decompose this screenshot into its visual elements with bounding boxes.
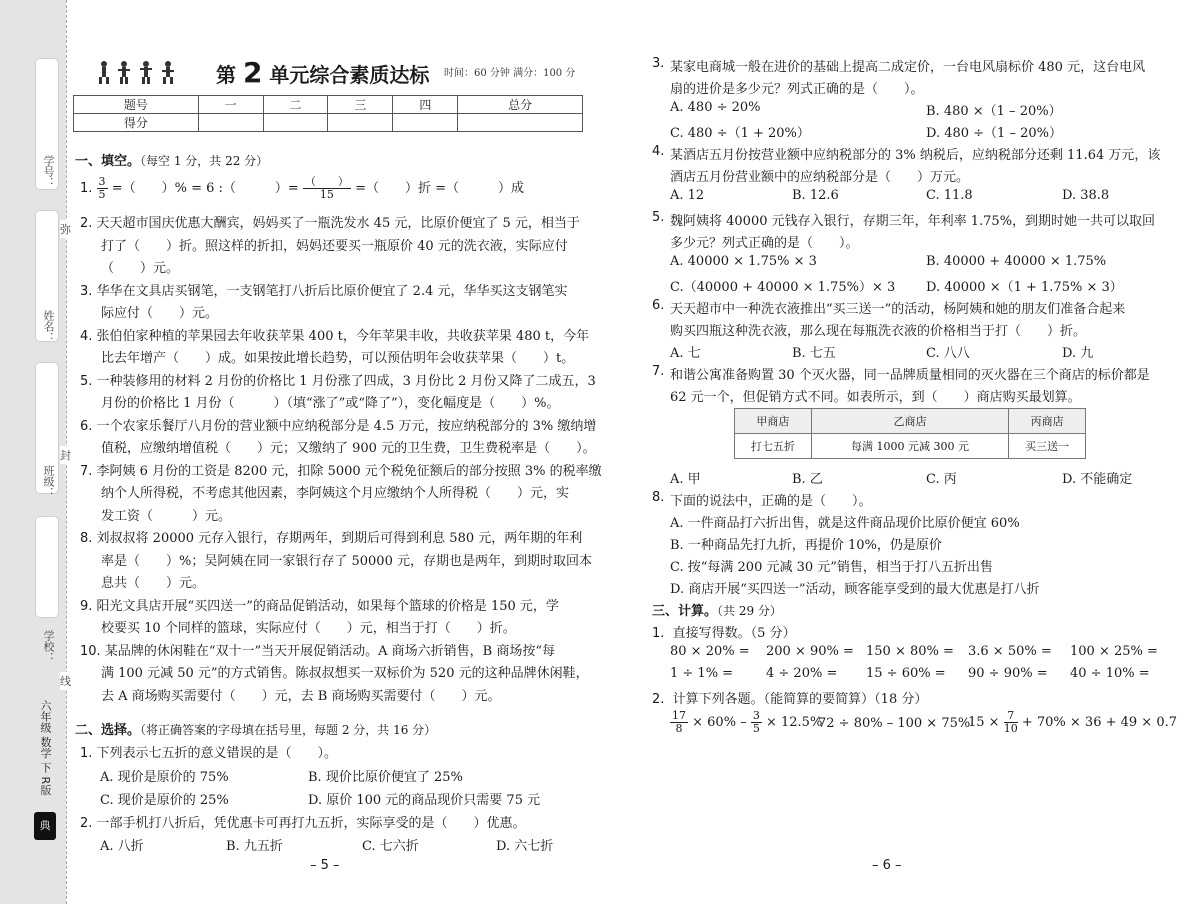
fill-in-line bbox=[101, 437, 596, 456]
question-number: 3. bbox=[652, 56, 665, 71]
question-number: 7. bbox=[652, 364, 665, 379]
shop-comparison-table bbox=[734, 408, 1086, 459]
fill-in-line bbox=[80, 640, 555, 659]
score-header-cell: 四 bbox=[393, 96, 458, 114]
question-1: 1. $\frac{3}{5}$ =（ ）% = 6 :（ ）= $\frac{( )}{15}$ =（ ）折 =（ ）成 bbox=[80, 175, 524, 201]
option-d[interactable]: D. 40000 ×（1 + 1.75% × 3） bbox=[926, 280, 1123, 295]
option-c[interactable]: C.（40000 + 40000 × 1.75%）× 3 bbox=[670, 280, 896, 295]
option-d[interactable]: D. 九 bbox=[1062, 346, 1094, 361]
name-label: 姓名： bbox=[42, 310, 55, 343]
fill-in-line bbox=[80, 212, 580, 231]
grade-subject-label: 六年级 数学 下 R版 bbox=[39, 700, 52, 796]
question-text: 一种装修用的材料 2 月份的价格比 1 月份涨了四成，3 月份比 2 月份又降了二成五，3 bbox=[96, 373, 596, 389]
question-text: 扇的进价是多少元？列式正确的是（ ）。 bbox=[670, 82, 924, 97]
mc1-option-d[interactable]: D. 原价 100 元的商品现价只需要 75 元 bbox=[308, 793, 541, 808]
question-text: 月份的价格比 1 月份（ ）（填“涨了”或“降了”），变化幅度是（ ）%。 bbox=[101, 396, 560, 411]
time-score-meta: 时间：60 分钟 满分：100 分 bbox=[444, 68, 576, 79]
shop-offer-bing: 买三送一 bbox=[1009, 434, 1086, 459]
question-text: 校要买 10 个同样的篮球，实际应付（ ）元，相当于打（ ）折。 bbox=[101, 621, 516, 636]
fraction-3-5: $\frac{3}{5}$ bbox=[98, 175, 106, 201]
option-b[interactable]: B. 七五 bbox=[792, 346, 836, 361]
option-d[interactable]: D. 38.8 bbox=[1062, 188, 1110, 203]
question-text: 比去年增产（ ）成。如果按此增长趋势，可以预估明年会收获苹果（ ）t。 bbox=[101, 351, 575, 366]
publisher-logo: 典 bbox=[34, 812, 56, 840]
mc-question-1: 1. 下列表示七五折的意义错误的是（ ）。 bbox=[80, 746, 338, 761]
question-text: 率是（ ）%；吴阿姨在同一家银行存了 50000 元，存期也是两年，到期时取回本 bbox=[101, 553, 592, 569]
question-text: 阳光文具店开展“买四送一”的商品促销活动，如果每个篮球的价格是 150 元，学 bbox=[96, 598, 559, 614]
option-d[interactable]: D. 480 ÷（1 – 20%） bbox=[926, 126, 1062, 141]
fill-in-line bbox=[101, 617, 516, 636]
question-number: 6. bbox=[80, 418, 93, 434]
question-text: （ ）元。 bbox=[101, 261, 180, 276]
fill-in-line bbox=[101, 392, 559, 411]
option-a[interactable]: A. 七 bbox=[670, 346, 701, 361]
option-b[interactable]: B. 40000 + 40000 × 1.75% bbox=[926, 254, 1107, 269]
page-number-left: – 5 – bbox=[310, 858, 340, 873]
fill-in-line bbox=[80, 415, 596, 434]
unit-figures-decoration bbox=[96, 60, 180, 84]
question-text: 李阿姨 6 月份的工资是 8200 元，扣除 5000 元个税免征额后的部分按照 3% 的税率缴 bbox=[96, 463, 602, 479]
score-cell[interactable] bbox=[458, 114, 583, 132]
shop-header-yi: 乙商店 bbox=[811, 409, 1009, 434]
option-d[interactable]: D. 不能确定 bbox=[1062, 472, 1133, 487]
shop-offer-yi: 每满 1000 元减 300 元 bbox=[811, 434, 1009, 459]
score-header-cell: 一 bbox=[198, 96, 263, 114]
calc-item: 90 ÷ 90% = bbox=[968, 666, 1048, 681]
fill-in-line bbox=[80, 460, 602, 479]
option-d[interactable]: D. 商店开展“买四送一”活动，顾客能享受到的最大优惠是打八折 bbox=[670, 582, 1040, 597]
question-text: 息共（ ）元。 bbox=[101, 576, 206, 591]
question-text: 62 元一个，但促销方式不同。如表所示，到（ ）商店购买最划算。 bbox=[670, 390, 1081, 405]
option-b[interactable]: B. 乙 bbox=[792, 472, 823, 487]
cut-mark-mi: 弥 bbox=[60, 220, 71, 238]
option-c[interactable]: C. 11.8 bbox=[926, 188, 973, 203]
question-number: 8. bbox=[80, 531, 93, 546]
question-text: 多少元？列式正确的是（ ）。 bbox=[670, 236, 859, 251]
question-number: 5. bbox=[652, 210, 665, 225]
score-cell[interactable] bbox=[393, 114, 458, 132]
question-text: 打了（ ）折。照这样的折扣，妈妈还要买一瓶原价 40 元的洗衣液，实际应付 bbox=[101, 238, 568, 254]
fill-in-line bbox=[80, 325, 589, 344]
fill-in-line bbox=[80, 595, 559, 614]
section-1-heading: 一、填空。（每空 1 分，共 22 分） bbox=[75, 154, 269, 169]
option-a[interactable]: A. 一件商品打六折出售，就是这件商品现价比原价便宜 60% bbox=[670, 516, 1020, 531]
fill-in-line bbox=[101, 257, 179, 276]
option-c[interactable]: C. 按“每满 200 元减 30 元”销售，相当于打八五折出售 bbox=[670, 560, 993, 575]
question-text: 去 A 商场购买需要付（ ）元，去 B 商场购买需要付（ ）元。 bbox=[101, 688, 501, 704]
student-id-label: 学号： bbox=[42, 155, 55, 188]
section-2-heading: 二、选择。（将正确答案的字母填在括号里，每题 2 分，共 16 分） bbox=[75, 723, 437, 738]
question-text: 发工资（ ）元。 bbox=[101, 508, 232, 524]
calc-item: 200 × 90% = bbox=[766, 644, 854, 659]
question-text: 值税，应缴纳增值税（ ）元；又缴纳了 900 元的卫生费，卫生费税率是（ ）。 bbox=[101, 441, 596, 456]
cut-mark-feng: 封 bbox=[60, 446, 71, 464]
fill-in-line bbox=[101, 347, 574, 366]
calc-item: 3.6 × 50% = bbox=[968, 644, 1052, 659]
school-box[interactable] bbox=[35, 516, 59, 618]
score-header-cell: 题号 bbox=[74, 96, 199, 114]
calc-question-1: 1. 直接写得数。（5 分） bbox=[652, 626, 796, 641]
mc-question-2: 2. 一部手机打八折后，凭优惠卡可再打九五折，实际享受的是（ ）优惠。 bbox=[80, 816, 526, 831]
question-text: 天天超市中一种洗衣液推出“买三送一”的活动，杨阿姨和她的朋友们准备合起来 bbox=[670, 302, 1126, 317]
fill-in-line bbox=[101, 302, 218, 321]
calc-expression-2: 72 ÷ 80% – 100 × 75% bbox=[818, 716, 971, 731]
score-header-cell: 二 bbox=[263, 96, 328, 114]
fill-in-line bbox=[101, 482, 569, 501]
question-number: 6. bbox=[652, 298, 665, 313]
calc-expression-3: 15 × $\frac{7}{10}$ + 70% × 36 + 49 × 0.7 bbox=[968, 709, 1178, 735]
mc1-option-b[interactable]: B. 现价比原价便宜了 25% bbox=[308, 770, 463, 785]
class-label: 班级： bbox=[42, 465, 55, 498]
option-c[interactable]: C. 丙 bbox=[926, 472, 957, 487]
mc1-option-a[interactable]: A. 现价是原价的 75% bbox=[100, 770, 229, 785]
mc2-option-d[interactable]: D. 六七折 bbox=[496, 839, 554, 854]
question-number: 4. bbox=[652, 144, 665, 159]
question-text: 纳个人所得税，不考虑其他因素，李阿姨这个月应缴纳个人所得税（ ）元，实 bbox=[101, 486, 570, 501]
fill-in-line bbox=[80, 280, 568, 299]
question-number: 3. bbox=[80, 283, 93, 299]
fill-in-line bbox=[101, 685, 500, 704]
calc-item: 80 × 20% = bbox=[670, 644, 750, 659]
calc-item: 40 ÷ 10% = bbox=[1070, 666, 1150, 681]
score-cell[interactable] bbox=[328, 114, 393, 132]
shop-header-jia: 甲商店 bbox=[735, 409, 812, 434]
option-b[interactable]: B. 480 ×（1 – 20%） bbox=[926, 104, 1062, 119]
score-header-cell: 三 bbox=[328, 96, 393, 114]
calc-item: 100 × 25% = bbox=[1070, 644, 1158, 659]
question-text: 购买四瓶这种洗衣液，那么现在每瓶洗衣液的价格相当于打（ ）折。 bbox=[670, 324, 1087, 339]
calc-expression-1: $\frac{17}{8}$ × 60% – $\frac{3}{5}$ × 12.5% bbox=[672, 709, 823, 735]
question-text: 酒店五月份营业额中的应纳税部分是（ ）万元。 bbox=[670, 170, 970, 185]
question-number: 9. bbox=[80, 598, 93, 614]
question-text: 某家电商城一般在进价的基础上提高二成定价，一台电风扇标价 480 元，这台电风 bbox=[670, 60, 1146, 75]
question-number: 8. bbox=[652, 490, 665, 505]
question-text: 刘叔叔将 20000 元存入银行，存期两年，到期后可得到利息 580 元，两年期的年利 bbox=[96, 531, 583, 546]
score-row-label: 得分 bbox=[74, 114, 199, 132]
calc-item: 15 ÷ 60% = bbox=[866, 666, 946, 681]
fraction-blank-15: $\frac{( )}{15}$ bbox=[304, 175, 349, 201]
option-a[interactable]: A. 甲 bbox=[670, 472, 701, 487]
question-text: 下面的说法中，正确的是（ ）。 bbox=[670, 494, 872, 509]
score-header-cell: 总分 bbox=[458, 96, 583, 114]
calc-question-2: 2. 计算下列各题。（能简算的要简算）（18 分） bbox=[652, 692, 928, 707]
fill-in-line bbox=[101, 572, 205, 591]
question-text: 某酒店五月份按营业额中应纳税部分的 3% 纳税后，应纳税部分还剩 11.64 万元，该 bbox=[670, 148, 1161, 163]
option-a[interactable]: A. 480 ÷ 20% bbox=[670, 100, 761, 115]
question-text: 魏阿姨将 40000 元钱存入银行，存期三年，年利率 1.75%，到期时她一共可以取回 bbox=[670, 214, 1156, 229]
score-table bbox=[73, 95, 583, 132]
mc2-option-a[interactable]: A. 八折 bbox=[100, 839, 144, 854]
section-3-heading: 三、计算。（共 29 分） bbox=[652, 604, 782, 619]
shop-offer-jia: 打七五折 bbox=[735, 434, 812, 459]
option-b[interactable]: B. 12.6 bbox=[792, 188, 839, 203]
option-a[interactable]: A. 40000 × 1.75% × 3 bbox=[670, 254, 817, 269]
option-c[interactable]: C. 八八 bbox=[926, 346, 970, 361]
question-number: 2. bbox=[80, 216, 93, 231]
fill-in-line bbox=[80, 527, 582, 546]
fill-in-line bbox=[101, 235, 568, 254]
question-text: 天天超市国庆优惠大酬宾，妈妈买了一瓶洗发水 45 元，比原价便宜了 5 元，相当于 bbox=[96, 216, 580, 231]
score-cell[interactable] bbox=[198, 114, 263, 132]
mc2-option-c[interactable]: C. 七六折 bbox=[362, 839, 419, 854]
question-text: 际应付（ ）元。 bbox=[101, 306, 219, 321]
question-text: 华华在文具店买钢笔，一支钢笔打八折后比原价便宜了 2.4 元，华华买这支钢笔实 bbox=[96, 283, 568, 299]
fill-in-line bbox=[80, 370, 596, 389]
question-text: 张伯伯家种植的苹果园去年收获苹果 400 t，今年苹果丰收，共收获苹果 480 t，今年 bbox=[96, 328, 590, 344]
cut-mark-xian: 线 bbox=[60, 672, 71, 690]
question-text: 满 100 元减 50 元”的方式销售。陈叔叔想买一双标价为 520 元的这种品牌休闲鞋， bbox=[101, 666, 589, 681]
question-text: 和谐公寓准备购置 30 个灭火器，同一品牌质量相同的灭火器在三个商店的标价都是 bbox=[670, 368, 1150, 383]
mc1-option-c[interactable]: C. 现价是原价的 25% bbox=[100, 793, 229, 808]
mc2-option-b[interactable]: B. 九五折 bbox=[226, 839, 283, 854]
shop-header-bing: 丙商店 bbox=[1009, 409, 1086, 434]
question-text: 某品牌的休闲鞋在“双十一”当天开展促销活动。A 商场六折销售，B 商场按“每 bbox=[104, 643, 555, 659]
score-cell[interactable] bbox=[263, 114, 328, 132]
calc-item: 150 × 80% = bbox=[866, 644, 954, 659]
question-number: 5. bbox=[80, 373, 93, 389]
fill-in-line bbox=[101, 505, 231, 524]
question-number: 7. bbox=[80, 463, 93, 479]
question-number: 4. bbox=[80, 328, 93, 344]
school-label: 学校： bbox=[42, 630, 55, 663]
option-a[interactable]: A. 12 bbox=[670, 188, 705, 203]
page-number-right: – 6 – bbox=[872, 858, 902, 873]
question-text: 一个农家乐餐厅八月份的营业额中应纳税部分是 4.5 万元，按应纳税部分的 3% 缴纳增 bbox=[96, 418, 597, 434]
calc-item: 4 ÷ 20% = bbox=[766, 666, 838, 681]
fill-in-line bbox=[101, 550, 592, 569]
option-b[interactable]: B. 一种商品先打九折，再提价 10%，仍是原价 bbox=[670, 538, 942, 553]
unit-title: 第 2 单元综合素质达标 bbox=[216, 56, 430, 89]
question-number: 10. bbox=[80, 643, 101, 659]
calc-item: 1 ÷ 1% = bbox=[670, 666, 734, 681]
option-c[interactable]: C. 480 ÷（1 + 20%） bbox=[670, 126, 810, 141]
fill-in-line bbox=[101, 662, 589, 681]
